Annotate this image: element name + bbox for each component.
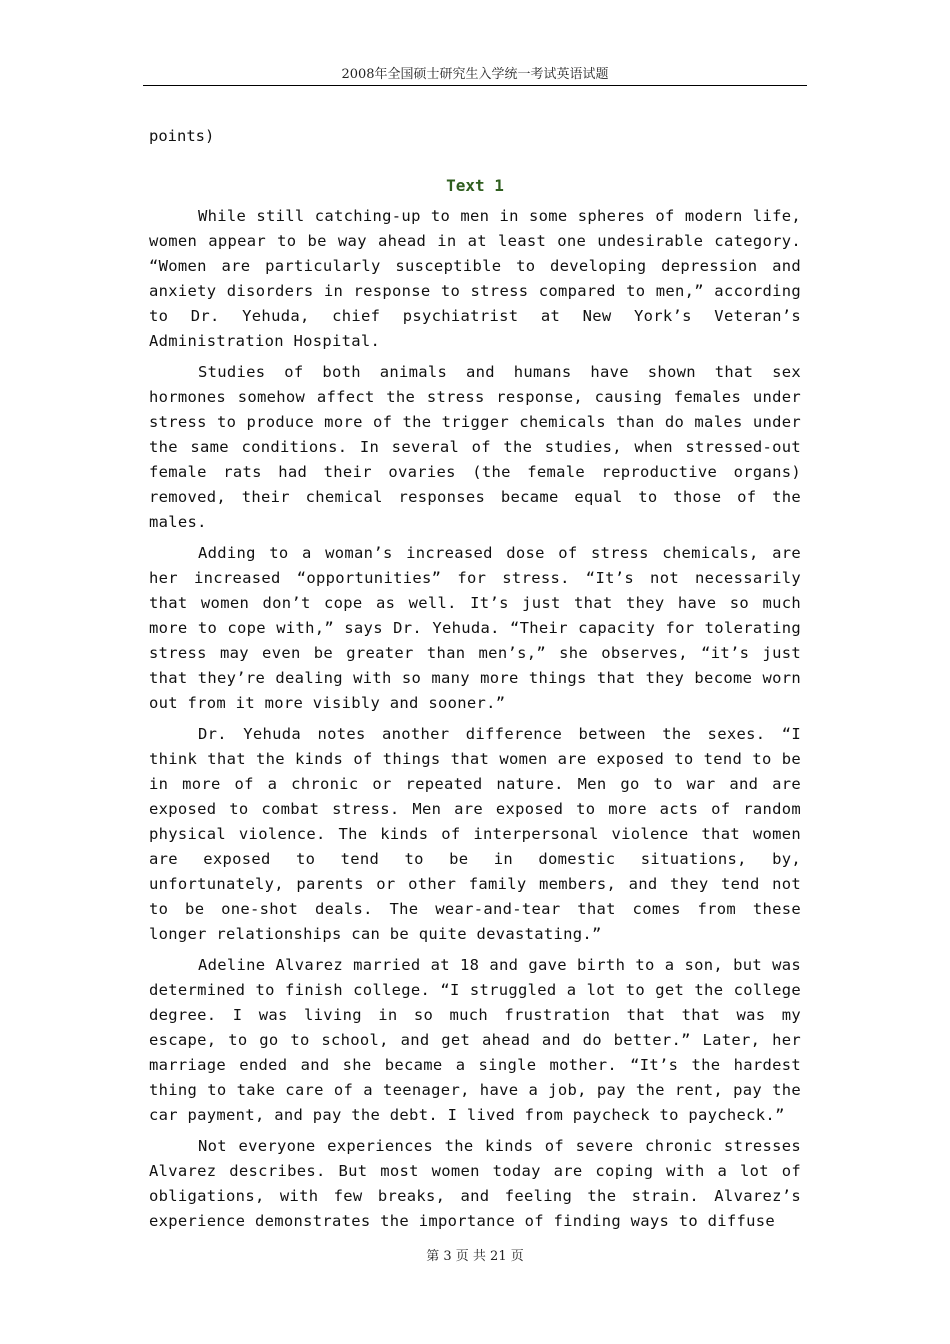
- page-footer-number: 第 3 页 共 21 页: [426, 1249, 524, 1264]
- header-divider: [143, 85, 807, 86]
- paragraph-6: Not everyone experiences the kinds of severe chronic stresses Alvarez describes. But most women today are coping with a lot of obligations, with few breaks, and feeling the strain. Alvarez’s experience demonstrates the importance of finding ways to diffuse: [149, 1137, 801, 1230]
- paragraph-5: Adeline Alvarez married at 18 and gave birth to a son, but was determined to finish college. “I struggled a lot to get the college degree. I was living in so much frustration that that was my escape, to go to school, and get ahead and do better.” Later, her marriage ended and she became a single mother. “It’s the hardest thing to take care of a teenager, have a job, pay the rent, pay the car payment, and pay the debt. I lived from paycheck to paycheck.”: [149, 956, 801, 1124]
- lead-text: points): [149, 127, 215, 145]
- document-body: [149, 124, 801, 1240]
- paragraph-1: While still catching-up to men in some spheres of modern life, women appear to be way ahead in at least one undesirable category. “Women are particularly susceptible to developing depression and anxiety disorders in response to stress compared to men,” according to Dr. Yehuda, chief psychiatrist at New York’s Veteran’s Administration Hospital.: [149, 207, 801, 350]
- paragraph-2: Studies of both animals and humans have shown that sex hormones somehow affect the stress response, causing females under stress to produce more of the trigger chemicals than do males under the same conditions. In several of the studies, when stressed-out female rats had their ovaries (the female reproductive organs) removed, their chemical responses became equal to those of the males.: [149, 363, 801, 531]
- page-header-title: 2008年全国硕士研究生入学统一考试英语试题: [341, 67, 609, 82]
- paragraph-3: Adding to a woman’s increased dose of stress chemicals, are her increased “opportunities” for stress. “It’s not necessarily that women don’t cope as well. It’s just that they have so much more to cope with,” says Dr. Yehuda. “Their capacity for tolerating stress may even be greater than men’s,” she observes, “it’s just that they’re dealing with so many more things that they become worn out from it more visibly and sooner.”: [149, 544, 801, 712]
- section-title: Text 1: [446, 176, 504, 195]
- paragraph-4: Dr. Yehuda notes another difference between the sexes. “I think that the kinds of things that women are exposed to tend to be in more of a chronic or repeated nature. Men go to war and are exposed to combat stress. Men are exposed to more acts of random physical violence. The kinds of interpersonal violence that women are exposed to tend to be in domestic situations, by, unfortunately, parents or other family members, and they tend not to be one-shot deals. The wear-and-tear that comes from these longer relationships can be quite devastating.”: [149, 725, 801, 943]
